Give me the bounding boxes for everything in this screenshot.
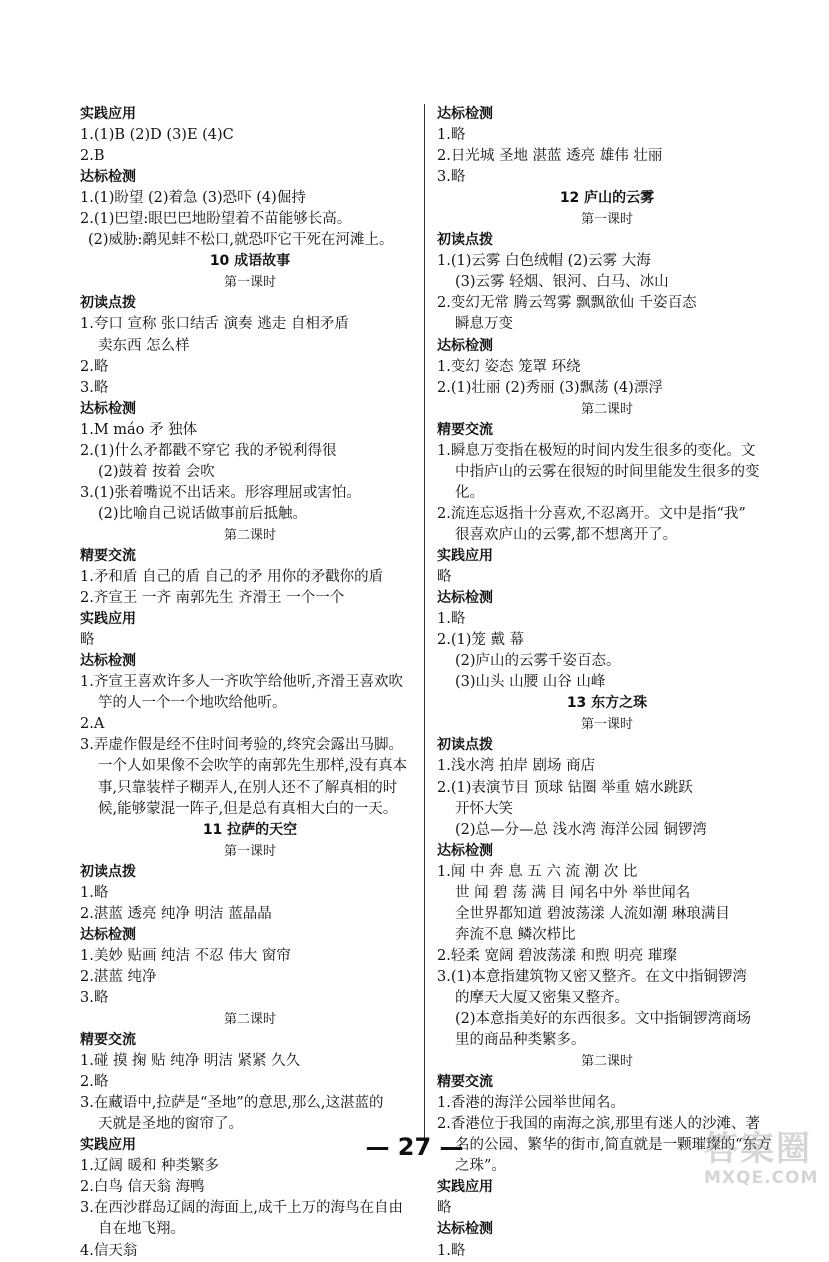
text-line: 1.闻 中 奔 息 五 六 流 潮 次 比 [437,863,638,880]
section-heading: 初读点拨 [437,232,493,249]
text-line: 的摩天大厦又密集又整齐。 [455,989,629,1006]
text-line: 1.略 [80,884,109,901]
period-heading: 第二课时 [580,401,633,417]
lesson-title: 10 成语故事 [209,253,291,270]
text-line: 1.变幻 姿态 笼罩 环绕 [437,358,581,375]
section-heading: 达标检测 [437,590,493,607]
text-line: 2.略 [80,1074,109,1091]
text-line: 瞬息万变 [455,316,513,333]
text-line: 世 闻 碧 荡 满 目 闻名中外 举世闻名 [455,884,691,901]
text-line: (3)山头 山腰 山谷 山峰 [455,674,606,691]
watermark-logo [704,1130,820,1194]
text-line: 1.略 [437,611,466,628]
text-line: 竽的人一个一个地吹给他听。 [98,695,287,712]
text-line: (2)本意指美好的东西很多。文中指铜锣湾商场 [455,1011,752,1028]
right-column [437,104,777,1262]
text-line: 卖东西 怎么样 [98,337,190,354]
text-line: 2.白鸟 信天翁 海鸭 [80,1179,205,1196]
text-line: (2)庐山的云雾千姿百态。 [455,653,621,670]
section-heading: 初读点拨 [80,295,136,312]
text-line: 自在地飞翔。 [98,1221,185,1238]
text-line: 2.(1)表演节目 顶球 钻圈 举重 嬉水跳跃 [437,779,693,796]
section-heading: 精要交流 [80,547,136,564]
text-line: 1.碰 摸 掬 贴 纯净 明洁 紧紧 久久 [80,1053,301,1070]
text-line: (2)威胁:鹬见蚌不松口,就恐吓它干死在河滩上。 [88,232,394,249]
period-heading: 第一课时 [223,275,276,291]
text-line: 2.略 [80,358,109,375]
period-heading: 第一课时 [580,717,633,733]
text-line: 1.香港的海洋公园举世闻名。 [437,1095,625,1112]
text-line: 开怀大笑 [455,800,513,817]
text-line: 奔流不息 鳞次栉比 [455,926,576,943]
text-line: 3.(1)张着嘴说不出话来。形容理屈或害怕。 [80,484,361,501]
period-heading: 第二课时 [580,1054,633,1070]
column-divider [424,104,425,1149]
text-line: 略 [437,1200,452,1217]
section-heading: 达标检测 [437,1221,493,1238]
text-line: 3.弄虚作假是经不住时间考验的,终究会露出马脚。 [80,737,403,754]
text-line: 3.略 [80,379,109,396]
text-line: 2.A [80,716,105,733]
left-column [80,104,420,1262]
text-line: 天就是圣地的窗帘了。 [98,1116,243,1133]
text-line: 2.(1)什么矛都戳不穿它 我的矛锐利得很 [80,442,337,459]
text-line: 1.(1)B (2)D (3)E (4)C [80,127,234,144]
text-line: 一个人如果像不会吹竽的南郭先生那样,没有真本 [98,758,408,775]
text-line: 3.在西沙群岛辽阔的海面上,成千上万的海鸟在自由 [80,1200,403,1217]
period-heading: 第二课时 [223,1012,276,1028]
section-heading: 实践应用 [437,1179,493,1196]
text-line: 1.(1)盼望 (2)着急 (3)恐吓 (4)倔持 [80,190,306,207]
text-line: 2.(1)壮丽 (2)秀丽 (3)飘荡 (4)漂浮 [437,379,663,396]
section-heading: 实践应用 [80,1137,136,1154]
text-line: 1.M máo 矛 独体 [80,421,198,438]
period-heading: 第一课时 [580,212,633,228]
text-line: 2.齐宣王 一齐 南郭先生 齐滑王 一个一个 [80,590,345,607]
watermark-sub: MXQE.COM [704,1168,819,1188]
text-line: 2.日光城 圣地 湛蓝 透亮 雄伟 壮丽 [437,148,663,165]
text-line: (2)总—分—总 浅水湾 海洋公园 铜锣湾 [455,821,707,838]
period-heading: 第一课时 [223,843,276,859]
section-heading: 实践应用 [437,547,493,564]
section-heading: 达标检测 [437,106,493,122]
text-line: 3.(1)本意指建筑物又密又整齐。在文中指铜锣湾 [437,968,747,985]
text-line: 1.浅水湾 拍岸 剧场 商店 [437,758,596,775]
text-line: 化。 [455,484,484,501]
text-line: 略 [437,569,452,586]
text-line: 2.(1)笼 戴 幕 [437,632,525,649]
text-line: 2.湛蓝 透亮 纯净 明洁 蓝晶晶 [80,905,272,922]
text-line: 1.夸口 宣称 张口结舌 演奏 逃走 自相矛盾 [80,316,349,333]
text-line: 中指庐山的云雾在很短的时间里能发生很多的变 [455,463,760,480]
section-heading: 达标检测 [80,400,136,417]
text-line: 候,能够蒙混一阵子,但是总有真相大白的一天。 [98,800,398,817]
section-heading: 初读点拨 [80,863,136,880]
text-line: 2.轻柔 宽阔 碧波荡漾 和煦 明亮 璀璨 [437,947,677,964]
text-line: 事,只靠装样子糊弄人,在别人还不了解真相的时 [98,779,398,796]
section-heading: 达标检测 [80,169,136,186]
text-line: 2.湛蓝 纯净 [80,968,157,985]
text-line: 4.信天翁 [80,1242,138,1259]
watermark-main: 答案圈 [704,1129,812,1169]
section-heading: 达标检测 [437,842,493,859]
section-heading: 达标检测 [437,337,493,354]
section-heading: 实践应用 [80,611,136,628]
text-line: 1.(1)云雾 白色绒帽 (2)云雾 大海 [437,253,651,270]
lesson-title: 12 庐山的云雾 [559,190,655,207]
section-heading: 实践应用 [80,106,136,122]
text-line: (2)鼓着 按着 会吹 [98,463,215,480]
text-line: 全世界都知道 碧波荡漾 人流如潮 琳琅满目 [455,905,730,922]
section-heading: 精要交流 [80,1032,136,1049]
text-line: 2.香港位于我国的南海之滨,那里有迷人的沙滩、著 [437,1116,760,1133]
text-line: 3.在藏语中,拉萨是“圣地”的意思,那么,这湛蓝的 [80,1095,384,1112]
period-heading: 第二课时 [223,527,276,543]
text-line: 很喜欢庐山的云雾,都不想离开了。 [455,526,678,543]
section-heading: 达标检测 [80,653,136,670]
section-heading: 初读点拨 [437,737,493,754]
text-line: 3.略 [437,169,466,186]
text-line: 1.齐宣王喜欢许多人一齐吹竽给他听,齐滑王喜欢吹 [80,674,403,691]
text-line: 里的商品种类繁多。 [455,1032,586,1049]
text-line: 2.(1)巴望:眼巴巴地盼望着不苗能够长高。 [80,211,352,228]
section-heading: 精要交流 [437,1074,493,1091]
text-line: 2.流连忘返指十分喜欢,不忍离开。文中是指“我” [437,505,746,522]
section-heading: 精要交流 [437,421,493,438]
text-line: 1.美妙 贴画 纯洁 不忍 伟大 窗帘 [80,947,291,964]
lesson-title: 13 东方之珠 [566,695,648,712]
text-line: 略 [80,632,95,649]
text-line: 之珠”。 [455,1158,506,1175]
text-line: (2)比喻自己说话做事前后抵触。 [98,505,308,522]
text-line: 1.瞬息万变指在极短的时间内发生很多的变化。文 [437,442,756,459]
text-line: (3)云雾 轻烟、银河、白马、冰山 [455,274,669,291]
lesson-title: 11 拉萨的天空 [202,821,298,838]
text-line: 3.略 [80,989,109,1006]
text-line: 名的公园、繁华的街市,简直就是一颗璀璨的“东方 [455,1137,772,1154]
text-line: 1.辽阔 暖和 种类繁多 [80,1158,220,1175]
text-line: 1.略 [437,127,466,144]
text-line: 1.矛和盾 自己的盾 自己的矛 用你的矛戳你的盾 [80,569,384,586]
text-line: 1.略 [437,1242,466,1259]
page-number: — 27 — [365,1133,464,1161]
text-line: 2.B [80,148,105,165]
section-heading: 达标检测 [80,926,136,943]
text-line: 2.变幻无常 腾云驾雾 飘飘欲仙 千姿百态 [437,295,697,312]
